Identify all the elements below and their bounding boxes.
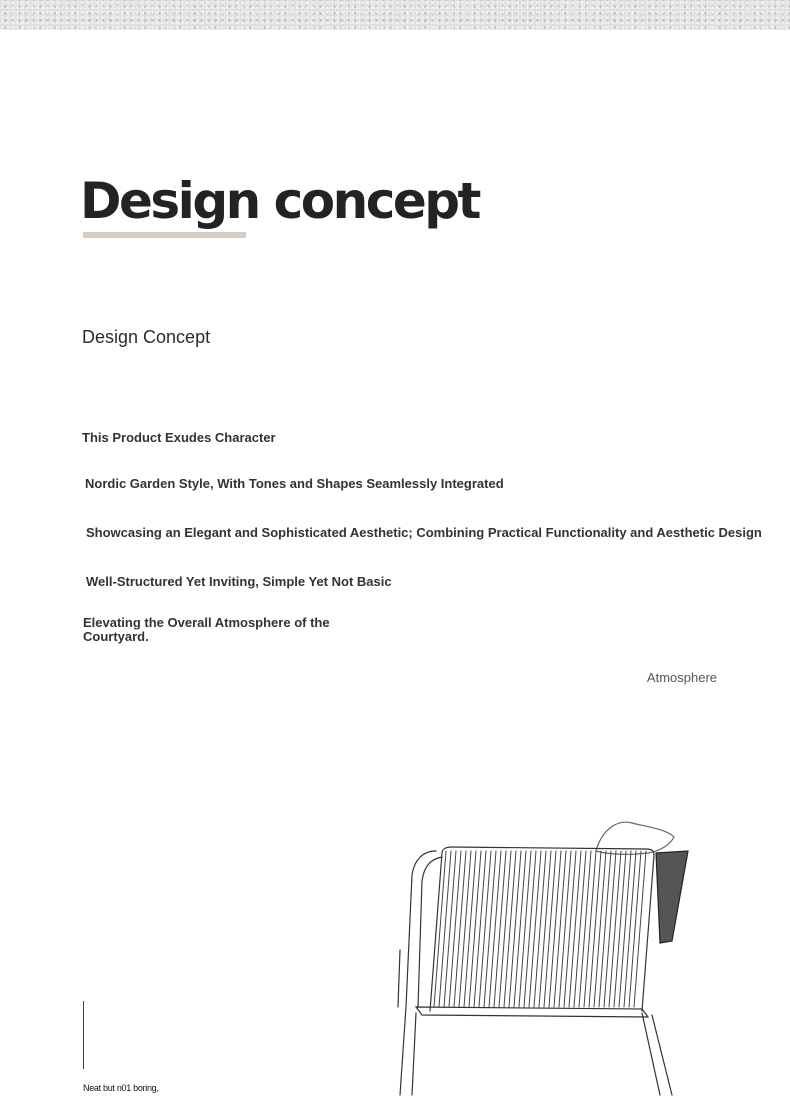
concept-line-1: This Product Exudes Character <box>82 430 276 445</box>
footer-caption: Neat but n01 boring, <box>83 1083 159 1093</box>
title-underline <box>83 232 246 238</box>
concept-line-5: Elevating the Overall Atmosphere of the Courtyard. <box>83 615 330 644</box>
footer-vertical-line <box>83 1001 84 1069</box>
atmosphere-tag: Atmosphere <box>646 670 717 685</box>
concept-line-2: Nordic Garden Style, With Tones and Shapes Seamlessly Integrated <box>85 476 504 491</box>
section-subtitle: Design Concept <box>82 327 211 347</box>
concept-line-3: Showcasing an Elegant and Sophisticated Aesthetic; Combining Practical Functionality and Aesthetic Design <box>86 525 762 540</box>
page-title: Design concept <box>80 172 479 230</box>
rope-chair-illustration <box>370 745 710 1100</box>
header-texture-band <box>0 0 790 30</box>
concept-line-4: Well-Structured Yet Inviting, Simple Yet Not Basic <box>86 574 392 589</box>
